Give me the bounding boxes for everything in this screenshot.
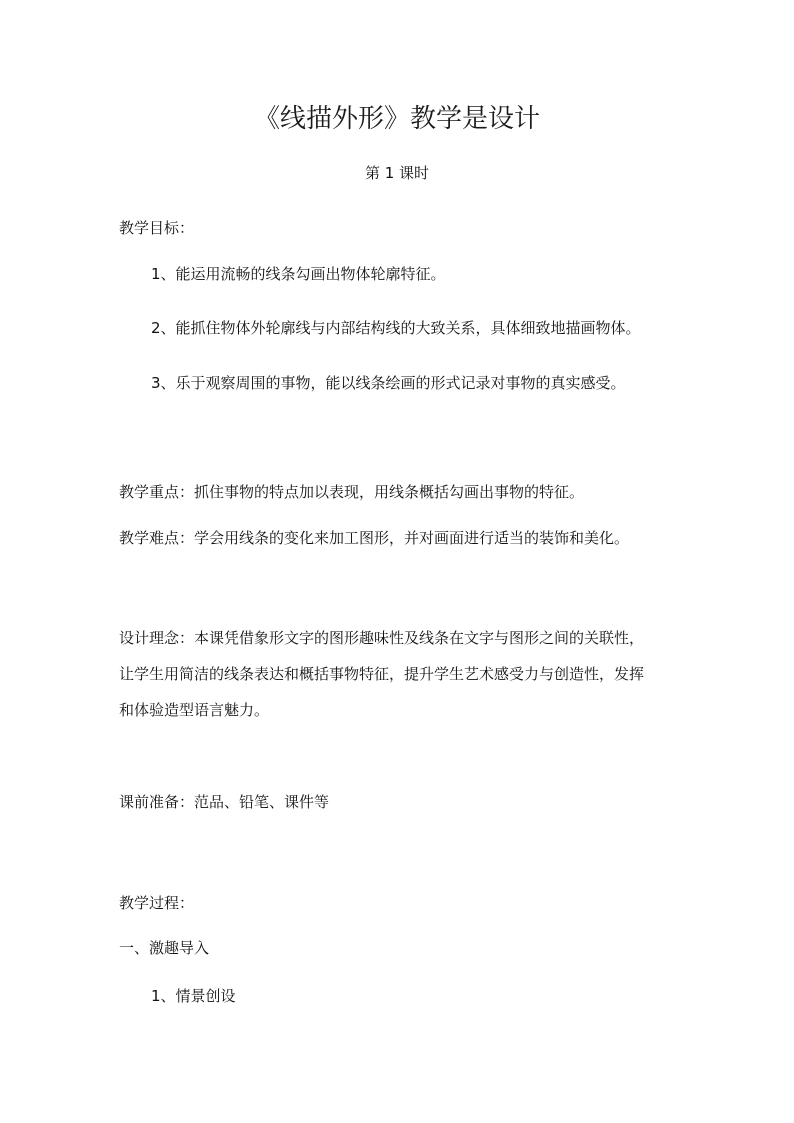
- lesson-period: 第 1 课时: [364, 164, 430, 182]
- preparation: 课前准备：范品、铅笔、课件等: [119, 793, 330, 811]
- objectives-heading: 教学目标：: [119, 219, 195, 237]
- design-concept-line-3: 和体验造型语言魅力。: [119, 701, 270, 719]
- section-one-item-1: 1、情景创设: [151, 987, 236, 1005]
- section-one-heading: 一、激趣导入: [119, 939, 210, 957]
- key-point: 教学重点：抓住事物的特点加以表现，用线条概括勾画出事物的特征。: [119, 483, 585, 501]
- objective-item-3: 3、乐于观察周围的事物，能以线条绘画的形式记录对事物的真实感受。: [151, 374, 626, 392]
- design-concept-line-1: 设计理念：本课凭借象形文字的图形趣味性及线条在文字与图形之间的关联性，: [119, 629, 645, 647]
- objective-item-1: 1、能运用流畅的线条勾画出物体轮廓特征。: [151, 265, 446, 283]
- process-heading: 教学过程：: [119, 894, 195, 912]
- design-concept-line-2: 让学生用简洁的线条表达和概括事物特征，提升学生艺术感受力与创造性，发挥: [119, 665, 645, 683]
- design-concept: [119, 620, 679, 728]
- difficulty: 教学难点：学会用线条的变化来加工图形，并对画面进行适当的装饰和美化。: [119, 529, 630, 547]
- objective-item-2: 2、能抓住物体外轮廓线与内部结构线的大致关系，具体细致地描画物体。: [151, 319, 641, 337]
- document-title: 《线描外形》教学是设计: [253, 104, 540, 134]
